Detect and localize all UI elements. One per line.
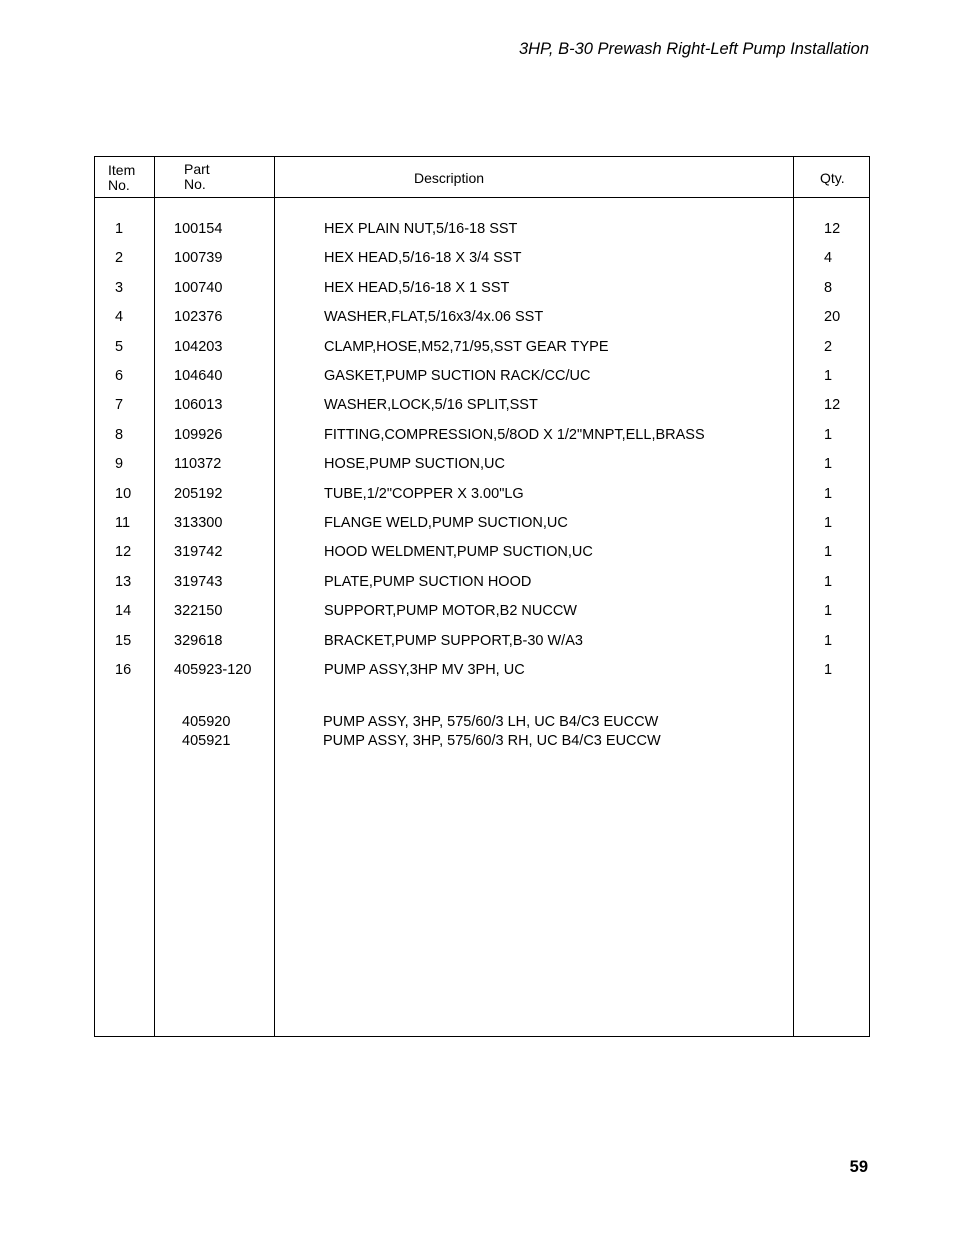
row-qty: 4: [824, 250, 833, 267]
row-qty: 1: [824, 662, 833, 678]
table-row: [95, 309, 869, 329]
row-qty: 1: [824, 515, 833, 531]
row-qty: 1: [824, 368, 833, 384]
row-qty: 2: [824, 338, 833, 355]
alternate-part-row: [95, 733, 869, 751]
row-description: TUBE,1/2"COPPER X 3.00"LG: [324, 485, 524, 502]
row-description: FLANGE WELD,PUMP SUCTION,UC: [324, 515, 568, 531]
table-row: [95, 603, 869, 623]
table-row: [95, 456, 869, 476]
row-qty: 1: [824, 485, 833, 502]
table-row: [95, 633, 869, 653]
page-number: 59: [849, 1158, 868, 1176]
alternate-description: PUMP ASSY, 3HP, 575/60/3 LH, UC B4/C3 EUCCW: [323, 714, 659, 730]
alternate-part-row: [95, 714, 869, 732]
table-row: [95, 544, 869, 564]
row-item-no: 1: [115, 221, 124, 237]
row-qty: 20: [824, 309, 841, 326]
row-part-no: 104640: [174, 368, 223, 384]
page-header-title: 3HP, B-30 Prewash Right-Left Pump Installation: [518, 40, 869, 58]
table-row: [95, 662, 869, 682]
row-qty: 8: [824, 279, 833, 296]
row-description: CLAMP,HOSE,M52,71/95,SST GEAR TYPE: [324, 338, 609, 355]
row-description: HEX HEAD,5/16-18 X 3/4 SST: [324, 250, 522, 267]
row-description: WASHER,LOCK,5/16 SPLIT,SST: [324, 397, 538, 414]
alternate-description: PUMP ASSY, 3HP, 575/60/3 RH, UC B4/C3 EUCCW: [323, 733, 661, 749]
row-item-no: 12: [115, 544, 132, 561]
row-part-no: 102376: [174, 309, 223, 326]
header-item-no: [108, 163, 135, 193]
header-part-no-line1: Part: [184, 161, 210, 177]
row-qty: 1: [824, 573, 833, 590]
row-description: PUMP ASSY,3HP MV 3PH, UC: [324, 662, 525, 678]
row-part-no: 319742: [174, 544, 223, 561]
row-description: HOSE,PUMP SUCTION,UC: [324, 456, 506, 473]
row-part-no: 104203: [174, 338, 223, 355]
row-description: HEX HEAD,5/16-18 X 1 SST: [324, 279, 510, 296]
row-description: HOOD WELDMENT,PUMP SUCTION,UC: [324, 544, 593, 561]
table-row: [95, 515, 869, 535]
row-part-no: 322150: [174, 603, 223, 620]
table-row: [95, 397, 869, 417]
row-part-no: 405923-120: [174, 662, 252, 678]
row-item-no: 11: [115, 515, 131, 531]
row-qty: 12: [824, 221, 841, 237]
table-row: [95, 427, 869, 447]
row-item-no: 7: [115, 397, 124, 414]
row-item-no: 13: [115, 573, 132, 590]
row-item-no: 14: [115, 603, 132, 620]
row-part-no: 329618: [174, 632, 223, 649]
row-part-no: 109926: [174, 426, 223, 443]
row-item-no: 15: [115, 632, 132, 649]
row-description: HEX PLAIN NUT,5/16-18 SST: [324, 221, 518, 237]
header-qty: Qty.: [820, 170, 845, 186]
row-item-no: 16: [115, 662, 132, 678]
row-part-no: 100740: [174, 279, 223, 296]
row-part-no: 100154: [174, 221, 223, 237]
table-row: [95, 250, 869, 270]
row-part-no: 319743: [174, 573, 223, 590]
row-description: FITTING,COMPRESSION,5/8OD X 1/2"MNPT,ELL,BRASS: [324, 426, 705, 443]
row-part-no: 313300: [174, 515, 223, 531]
table-row: [95, 339, 869, 359]
row-description: GASKET,PUMP SUCTION RACK/CC/UC: [324, 368, 591, 384]
table-row: [95, 574, 869, 594]
row-part-no: 106013: [174, 397, 223, 414]
table-row: [95, 486, 869, 506]
row-part-no: 110372: [174, 456, 222, 473]
row-item-no: 10: [115, 485, 132, 502]
parts-table: [94, 156, 870, 1037]
row-description: PLATE,PUMP SUCTION HOOD: [324, 573, 532, 590]
row-description: SUPPORT,PUMP MOTOR,B2 NUCCW: [324, 603, 577, 620]
row-item-no: 6: [115, 368, 124, 384]
table-row: [95, 221, 869, 241]
table-row: [95, 280, 869, 300]
header-description: Description: [414, 170, 485, 186]
row-qty: 1: [824, 544, 833, 561]
row-item-no: 2: [115, 250, 124, 267]
row-qty: 1: [824, 603, 833, 620]
row-qty: 1: [824, 456, 833, 473]
header-item-no-line1: Item: [108, 162, 136, 178]
row-item-no: 4: [115, 309, 124, 326]
row-qty: 1: [824, 632, 833, 649]
row-item-no: 3: [115, 279, 124, 296]
row-item-no: 5: [115, 338, 124, 355]
header-part-no: [184, 162, 210, 192]
alternate-part-no: 405920: [182, 714, 231, 730]
row-part-no: 100739: [174, 250, 223, 267]
header-item-no-line2: No.: [108, 177, 130, 193]
row-part-no: 205192: [174, 485, 223, 502]
row-item-no: 8: [115, 426, 124, 443]
header-divider: [95, 197, 869, 198]
alternate-part-no: 405921: [182, 733, 231, 749]
row-qty: 1: [824, 426, 833, 443]
row-description: WASHER,FLAT,5/16x3/4x.06 SST: [324, 309, 544, 326]
row-qty: 12: [824, 397, 841, 414]
header-part-no-line2: No.: [184, 176, 206, 192]
row-description: BRACKET,PUMP SUPPORT,B-30 W/A3: [324, 632, 583, 649]
row-item-no: 9: [115, 456, 124, 473]
table-row: [95, 368, 869, 388]
